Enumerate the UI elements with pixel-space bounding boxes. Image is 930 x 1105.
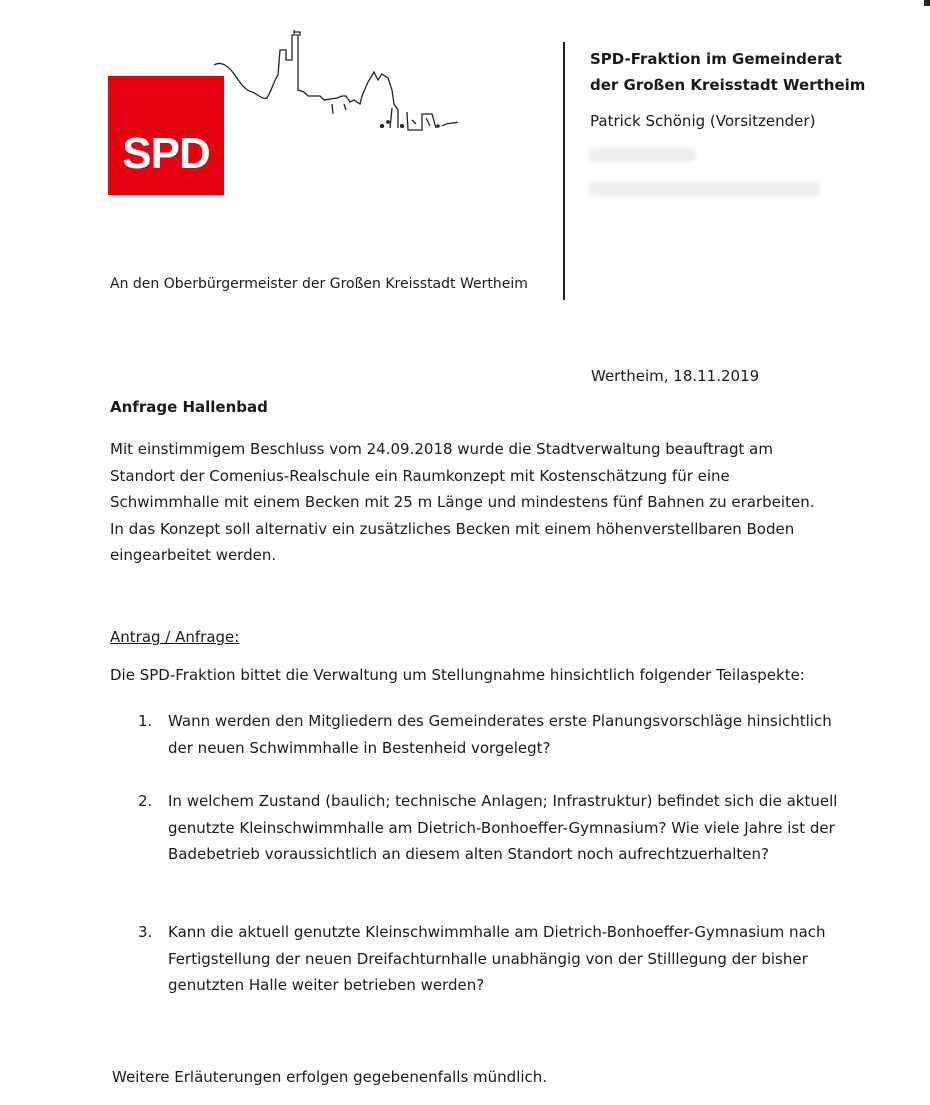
question-number: 1. (138, 712, 153, 730)
castle-skyline-drawing (212, 30, 462, 135)
letter-subject: Anfrage Hallenbad (110, 398, 268, 416)
scan-corner-mark (924, 0, 930, 6)
closing-sentence: Weitere Erläuterungen erfolgen gegebenenfalls mündlich. (112, 1068, 548, 1086)
spd-logo-text: SPD (122, 129, 210, 178)
letter-date: Wertheim, 18.11.2019 (591, 367, 760, 385)
recipient-line: An den Oberbürgermeister der Großen Kreisstadt Wertheim (110, 276, 528, 292)
question-text: Wann werden den Mitgliedern des Gemeinderates erste Planungsvorschläge hinsichtlich der neuen Schwimmhalle in Bestenheid vorgelegt? (168, 712, 832, 757)
question-number: 2. (138, 792, 153, 810)
redacted-contact (590, 148, 865, 196)
redacted-line (590, 182, 820, 196)
section-heading: Antrag / Anfrage: (110, 628, 240, 646)
question-text: Kann die aktuell genutzte Kleinschwimmhalle am Dietrich-Bonhoeffer-Gymnasium nach Fertigstellung der neuen Dreifachturnhalle unabhängig von der Stilllegung der bisher genutzten Halle weiter betrieben werden? (168, 923, 826, 994)
question-text: In welchem Zustand (baulich; technische Anlagen; Infrastruktur) befindet sich die aktuell genutzte Kleinschwimmhalle am Dietrich-Bonhoeffer-Gymnasium? Wie viele Jahre ist der Badebetrieb voraussichtlich an diesem alten Standort noch aufrechtzuerhalten? (168, 792, 838, 863)
lead-sentence: Die SPD-Fraktion bittet die Verwaltung um Stellungnahme hinsichtlich folgender Teilaspekte: (110, 666, 805, 684)
sender-person: Patrick Schönig (Vorsitzender) (590, 112, 816, 130)
sender-org-line1: SPD-Fraktion im Gemeinderat (590, 50, 842, 68)
redacted-line (590, 148, 695, 162)
header-divider (563, 42, 565, 300)
sender-block (590, 46, 865, 216)
question-number: 3. (138, 923, 153, 941)
spd-logo (108, 76, 224, 195)
intro-paragraph: Mit einstimmigem Beschluss vom 24.09.2018 wurde die Stadtverwaltung beauftragt am Standort der Comenius-Realschule ein Raumkonzept mit Kostenschätzung für eine Schwimmhalle mit einem Becken mit 25 m Länge und mindestens fünf Bahnen zu erarbeiten. In das Konzept soll alternativ ein zusätzliches Becken mit einem höhenverstellbaren Boden eingearbeitet werden. (110, 440, 815, 564)
sender-org-line2: der Großen Kreisstadt Wertheim (590, 76, 866, 94)
